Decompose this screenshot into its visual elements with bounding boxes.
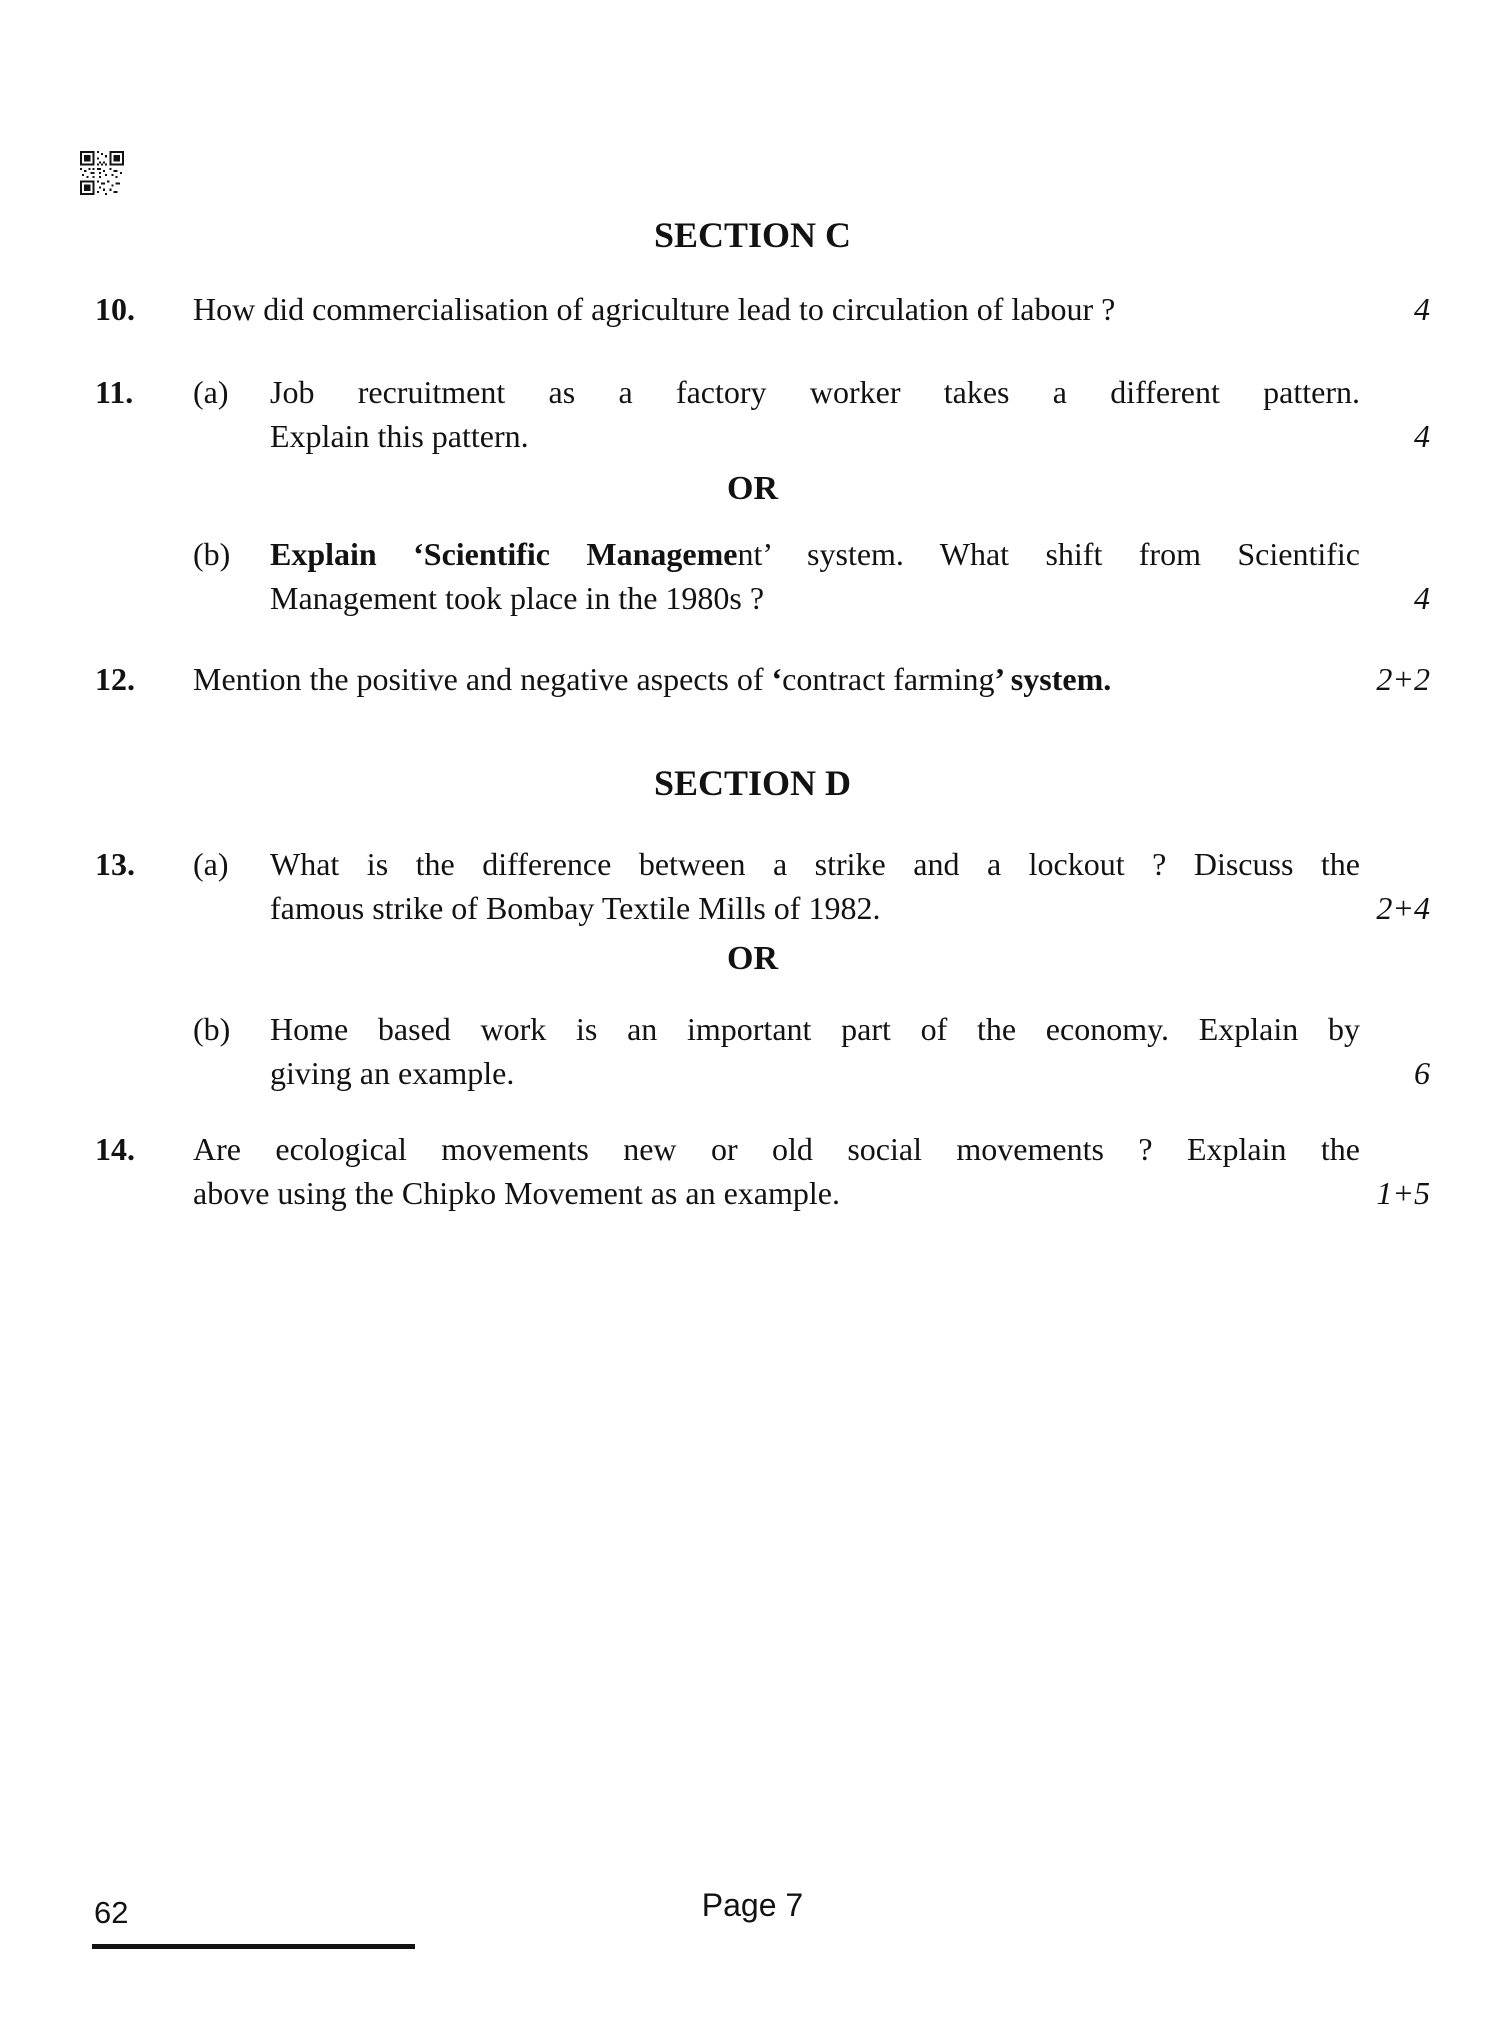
section-c-heading: SECTION C xyxy=(653,215,852,255)
question-text-line: Are ecological movements new or old social movements ? Explain the xyxy=(193,1131,1360,1167)
footer-rule xyxy=(92,1944,415,1949)
question-11a xyxy=(95,370,1430,458)
question-text-line: Explain this pattern. xyxy=(270,418,529,454)
part-letter: (b) xyxy=(193,1011,231,1047)
marks-value: 4 xyxy=(1414,291,1430,327)
bold-phrase: ‘ xyxy=(771,661,783,697)
paper-code: 62 xyxy=(94,1895,129,1930)
marks-value: 2+4 xyxy=(1376,890,1430,926)
question-12 xyxy=(95,657,1430,701)
text-segment: contract farming xyxy=(782,661,995,697)
question-number: 14. xyxy=(95,1131,135,1167)
bold-phrase: ’ system. xyxy=(994,661,1112,697)
question-14 xyxy=(95,1127,1430,1215)
bold-phrase: Explain ‘Scientific Manageme xyxy=(270,536,738,572)
text-segment: Mention the positive and negative aspects of xyxy=(193,661,772,697)
question-13b xyxy=(95,1007,1430,1095)
question-text-line xyxy=(193,657,1360,701)
question-11b xyxy=(95,532,1430,620)
question-number: 12. xyxy=(95,661,135,697)
question-number: 10. xyxy=(95,291,135,327)
question-number: 13. xyxy=(95,846,135,882)
page-number: Page 7 xyxy=(701,1887,804,1923)
question-text-line: Job recruitment as a factory worker takes a different pattern. xyxy=(270,374,1360,410)
part-letter: (a) xyxy=(193,374,229,410)
question-10 xyxy=(95,287,1430,331)
marks-value: 6 xyxy=(1414,1055,1430,1091)
question-number xyxy=(95,1007,193,1095)
marks-value: 4 xyxy=(1414,580,1430,616)
question-number: 11. xyxy=(95,374,134,410)
marks-value: 2+2 xyxy=(1376,661,1430,697)
question-text-line: above using the Chipko Movement as an example. xyxy=(193,1175,840,1211)
question-13a xyxy=(95,842,1430,930)
section-d-heading: SECTION D xyxy=(653,763,852,803)
question-number xyxy=(95,532,193,620)
part-letter: (a) xyxy=(193,846,229,882)
question-text-line: What is the difference between a strike and a lockout ? Discuss the xyxy=(270,846,1360,882)
question-text-line: Management took place in the 1980s ? xyxy=(270,580,765,616)
or-separator: OR xyxy=(727,940,778,977)
question-text-line: Home based work is an important part of the economy. Explain by xyxy=(270,1011,1360,1047)
marks-value: 1+5 xyxy=(1376,1175,1430,1211)
marks-value: 4 xyxy=(1414,418,1430,454)
question-text-line: How did commercialisation of agriculture lead to circulation of labour ? xyxy=(193,291,1116,327)
qr-code-icon xyxy=(80,148,124,198)
question-text-line: giving an example. xyxy=(270,1055,515,1091)
question-text-line: famous strike of Bombay Textile Mills of 1982. xyxy=(270,890,881,926)
or-separator: OR xyxy=(727,470,778,507)
text-segment: nt’ system. What shift from Scientific xyxy=(737,536,1361,572)
question-text-line xyxy=(270,532,1360,576)
part-letter: (b) xyxy=(193,536,231,572)
